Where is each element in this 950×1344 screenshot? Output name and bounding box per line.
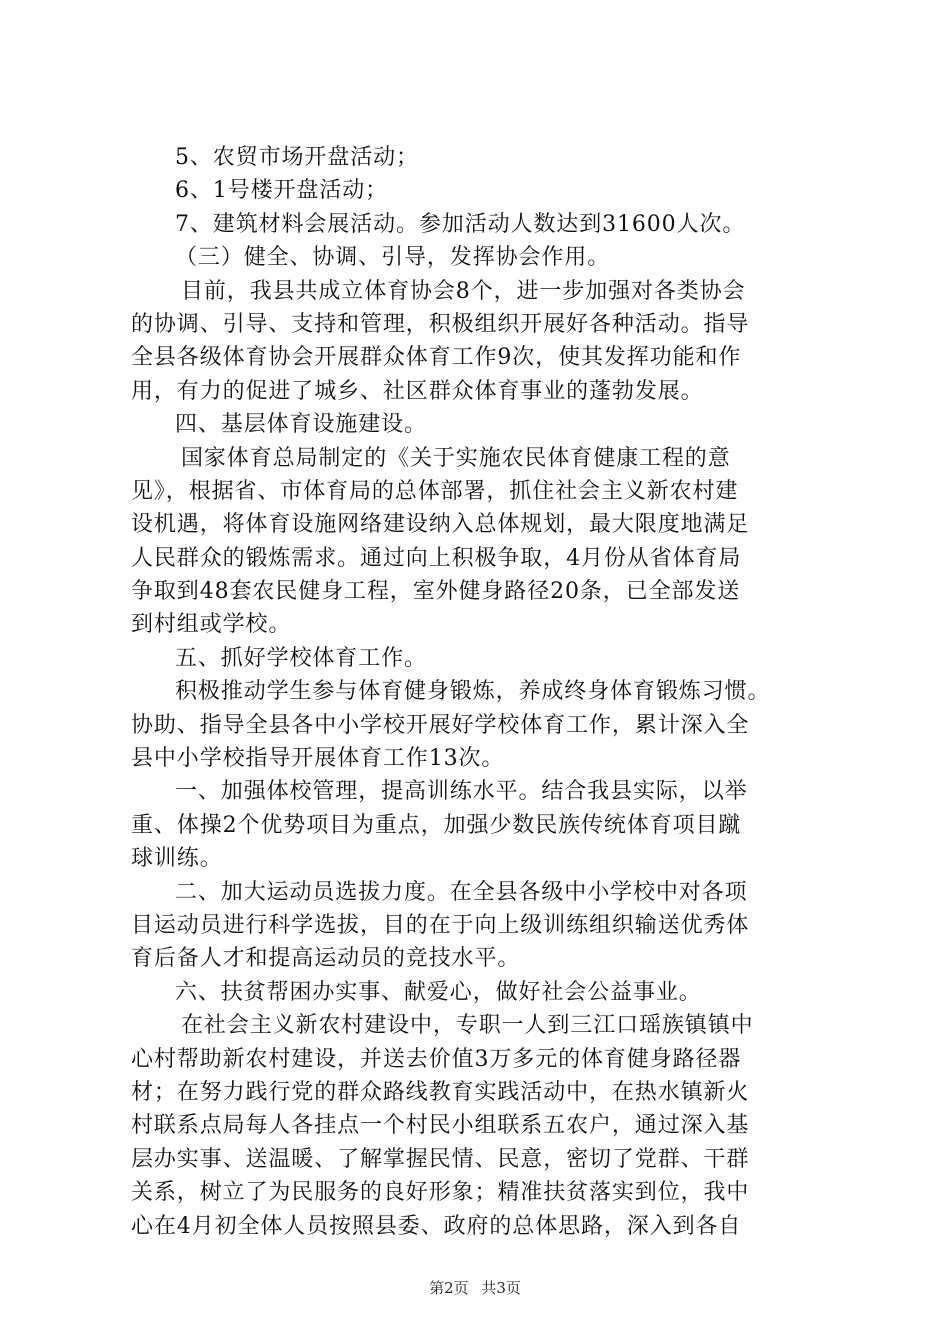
page-total: 共3页: [481, 1279, 521, 1297]
paragraph-line: 县中小学校指导开展体育工作13次。: [131, 746, 505, 772]
paragraph-line: 争取到48套农民健身工程，室外健身路径20条，已全部发送: [131, 579, 741, 605]
paragraph-line: 在社会主义新农村建设中，专职一人到三江口瑶族镇镇中: [181, 1013, 754, 1039]
document-body: [131, 141, 831, 1243]
paragraph-line: 目运动员进行科学选拔，目的在于向上级训练组织输送优秀体: [131, 912, 750, 938]
page-footer: [0, 1278, 950, 1298]
paragraph-line: 村联系点局每人各挂点一个村民小组联系五农户，通过深入基: [131, 1113, 750, 1139]
paragraph-line: 见》，根据省、市体育局的总体部署，抓住社会主义新农村建: [131, 478, 739, 504]
list-item: 7、建筑材料会展活动。参加活动人数达到31600人次。: [175, 211, 746, 237]
section-heading: 五、抓好学校体育工作。: [175, 645, 427, 671]
paragraph-line: 一、加强体校管理，提高训练水平。结合我县实际，以举: [175, 779, 748, 805]
paragraph-line: 心村帮助新农村建设，并送去价值3万多元的体育健身路径器: [131, 1046, 742, 1072]
list-item: 5、农贸市场开盘活动；: [175, 145, 419, 170]
paragraph-line: 到村组或学校。: [131, 612, 292, 638]
section-heading: 六、扶贫帮困办实事、献爱心，做好社会公益事业。: [175, 979, 702, 1005]
paragraph-line: 育后备人才和提高运动员的竞技水平。: [131, 946, 521, 972]
page-number: 第2页: [429, 1279, 469, 1297]
paragraph-line: 的协调、引导、支持和管理，积极组织开展好各种活动。指导: [131, 311, 750, 337]
paragraph-line: 国家体育总局制定的《关于实施农民体育健康工程的意: [181, 445, 731, 471]
list-item: 6、1号楼开盘活动；: [175, 178, 388, 204]
paragraph-line: 人民群众的锻炼需求。通过向上积极争取，4月份从省体育局: [131, 545, 742, 571]
section-heading: 四、基层体育设施建设。: [175, 412, 427, 438]
paragraph-line: 材；在努力践行党的群众路线教育实践活动中，在热水镇新火: [131, 1079, 750, 1105]
section-heading: （三）健全、协调、引导，发挥协会作用。: [175, 245, 611, 271]
paragraph-line: 球训练。: [131, 846, 223, 872]
paragraph-line: 协助、指导全县各中小学校开展好学校体育工作，累计深入全: [131, 712, 750, 738]
paragraph-line: 心在4月初全体人员按照县委、政府的总体思路，深入到各自: [131, 1213, 742, 1239]
paragraph-line: 用，有力的促进了城乡、社区群众体育事业的蓬勃发展。: [131, 378, 704, 404]
paragraph-line: 全县各级体育协会开展群众体育工作9次，使其发挥功能和作: [131, 345, 742, 371]
paragraph-line: 层办实事、送温暖、了解掌握民情、民意，密切了党群、干群: [131, 1146, 750, 1172]
paragraph-line: 设机遇，将体育设施网络建设纳入总体规划，最大限度地满足: [131, 512, 750, 538]
paragraph-line: 二、加大运动员选拔力度。在全县各级中小学校中对各项: [175, 879, 748, 905]
paragraph-line: 重、体操2个优势项目为重点，加强少数民族传统体育项目蹴: [131, 812, 742, 838]
paragraph-line: 关系，树立了为民服务的良好形象；精准扶贫落实到位，我中: [131, 1180, 750, 1206]
paragraph-line: 积极推动学生参与体育健身锻炼，养成终身体育锻炼习惯。: [175, 679, 771, 705]
paragraph-line: 目前，我县共成立体育协会8个，进一步加强对各类协会: [181, 278, 746, 304]
